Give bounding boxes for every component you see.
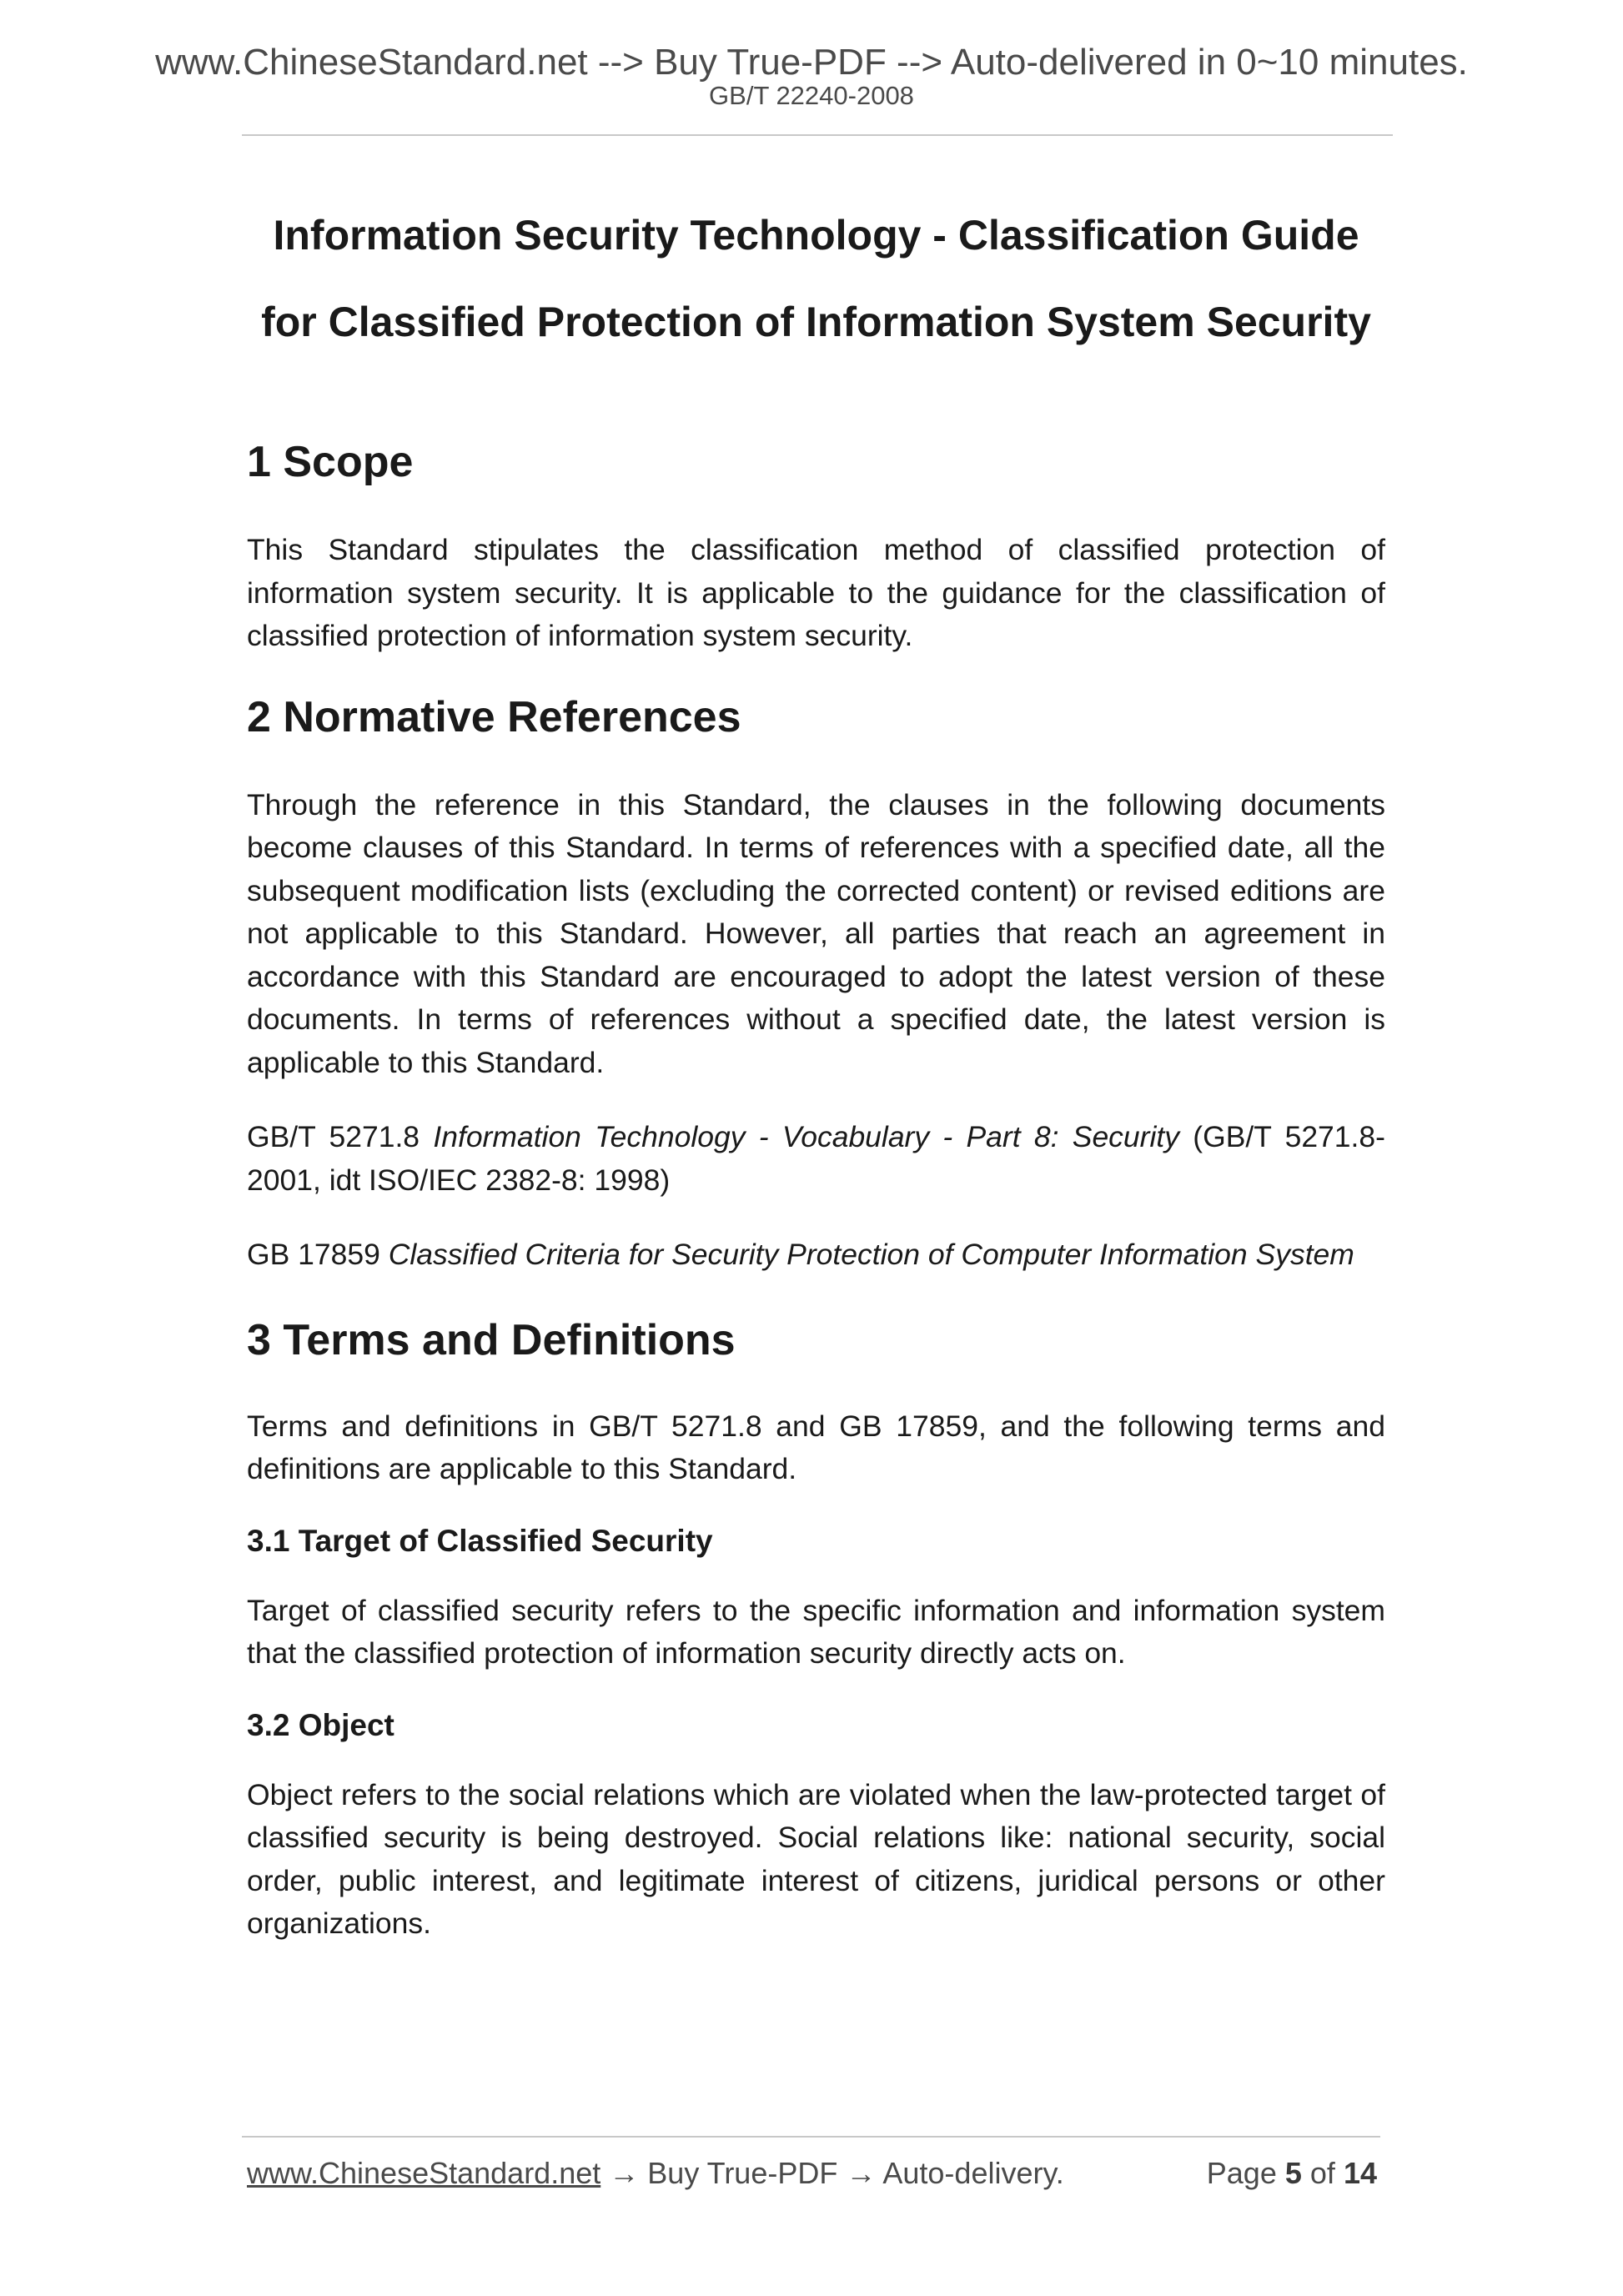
- footer-site-link[interactable]: www.ChineseStandard.net: [247, 2156, 601, 2190]
- reference-2: [247, 1233, 1385, 1277]
- section-3-body: Terms and definitions in GB/T 5271.8 and GB 17859, and the following terms and definitions are applicable to this Standard.: [247, 1409, 1385, 1485]
- title-line-2: for Classified Protection of Information System Security: [261, 299, 1371, 345]
- title-line-1: Information Security Technology - Classification Guide: [273, 212, 1359, 259]
- page-current: 5: [1284, 2156, 1302, 2190]
- term-3-2-body: Object refers to the social relations which are violated when the law-protected target of classified security is being destroyed. Social relations like: national security, social order, public interest, and legitimate interest of citizens, juridical persons or other organizations.: [247, 1777, 1385, 1940]
- page-footer: [247, 2155, 1377, 2192]
- arrow-right-icon: →: [609, 2156, 640, 2190]
- footer-delivery-text: Auto-delivery.: [882, 2156, 1064, 2190]
- section-1-body: This Standard stipulates the classification method of classified protection of information system security. It is applicable to the guidance for the classification of classified protection of information system security.: [247, 533, 1385, 652]
- standard-code: GB/T 22240-2008: [709, 81, 914, 110]
- reference-1: [247, 1116, 1385, 1202]
- section-3-heading: 3 Terms and Definitions: [247, 1315, 736, 1364]
- term-3-2-heading: 3.2 Object: [247, 1707, 394, 1742]
- top-banner: www.ChineseStandard.net --> Buy True-PDF --> Auto-delivered in 0~10 minutes.: [155, 42, 1468, 83]
- page-total: 14: [1343, 2156, 1377, 2190]
- footer-buy-text: Buy True-PDF: [647, 2156, 838, 2190]
- arrow-right-icon: →: [846, 2156, 877, 2190]
- reference-2-title: Classified Criteria for Security Protection of Computer Information System: [388, 1238, 1354, 1271]
- reference-1-note: (GB/T 5271.8-2001, idt ISO/IEC 2382-8: 1998): [247, 1120, 1385, 1197]
- page-content: [247, 192, 1385, 1946]
- section-2-body: Through the reference in this Standard, the clauses in the following documents become clauses of this Standard. In terms of references with a specified date, all the subsequent modification lists (excluding the corrected content) or revised editions are not applicable to this Standard. However, all parties that reach an agreement in accordance with this Standard are encouraged to adopt the latest version of these documents. In terms of references without a specified date, the latest version is applicable to this Standard.: [247, 787, 1385, 1079]
- page-of: of: [1309, 2156, 1335, 2190]
- term-3-1-heading: 3.1 Target of Classified Security: [247, 1523, 713, 1558]
- term-3-1-body: Target of classified security refers to the specific information and information system that the classified protection of information security directly acts on.: [247, 1593, 1385, 1670]
- page-number: [1207, 2155, 1377, 2192]
- reference-2-code: GB 17859: [247, 1238, 380, 1271]
- section-1-heading: 1 Scope: [247, 438, 414, 486]
- document-title: [247, 192, 1385, 365]
- footer-divider: [242, 2136, 1380, 2138]
- reference-1-title: Information Technology - Vocabulary - Part 8: Security: [433, 1120, 1179, 1153]
- reference-1-code: GB/T 5271.8: [247, 1120, 420, 1153]
- section-2-heading: 2 Normative References: [247, 692, 741, 741]
- header-divider: [242, 134, 1393, 136]
- page-label: Page: [1206, 2156, 1277, 2190]
